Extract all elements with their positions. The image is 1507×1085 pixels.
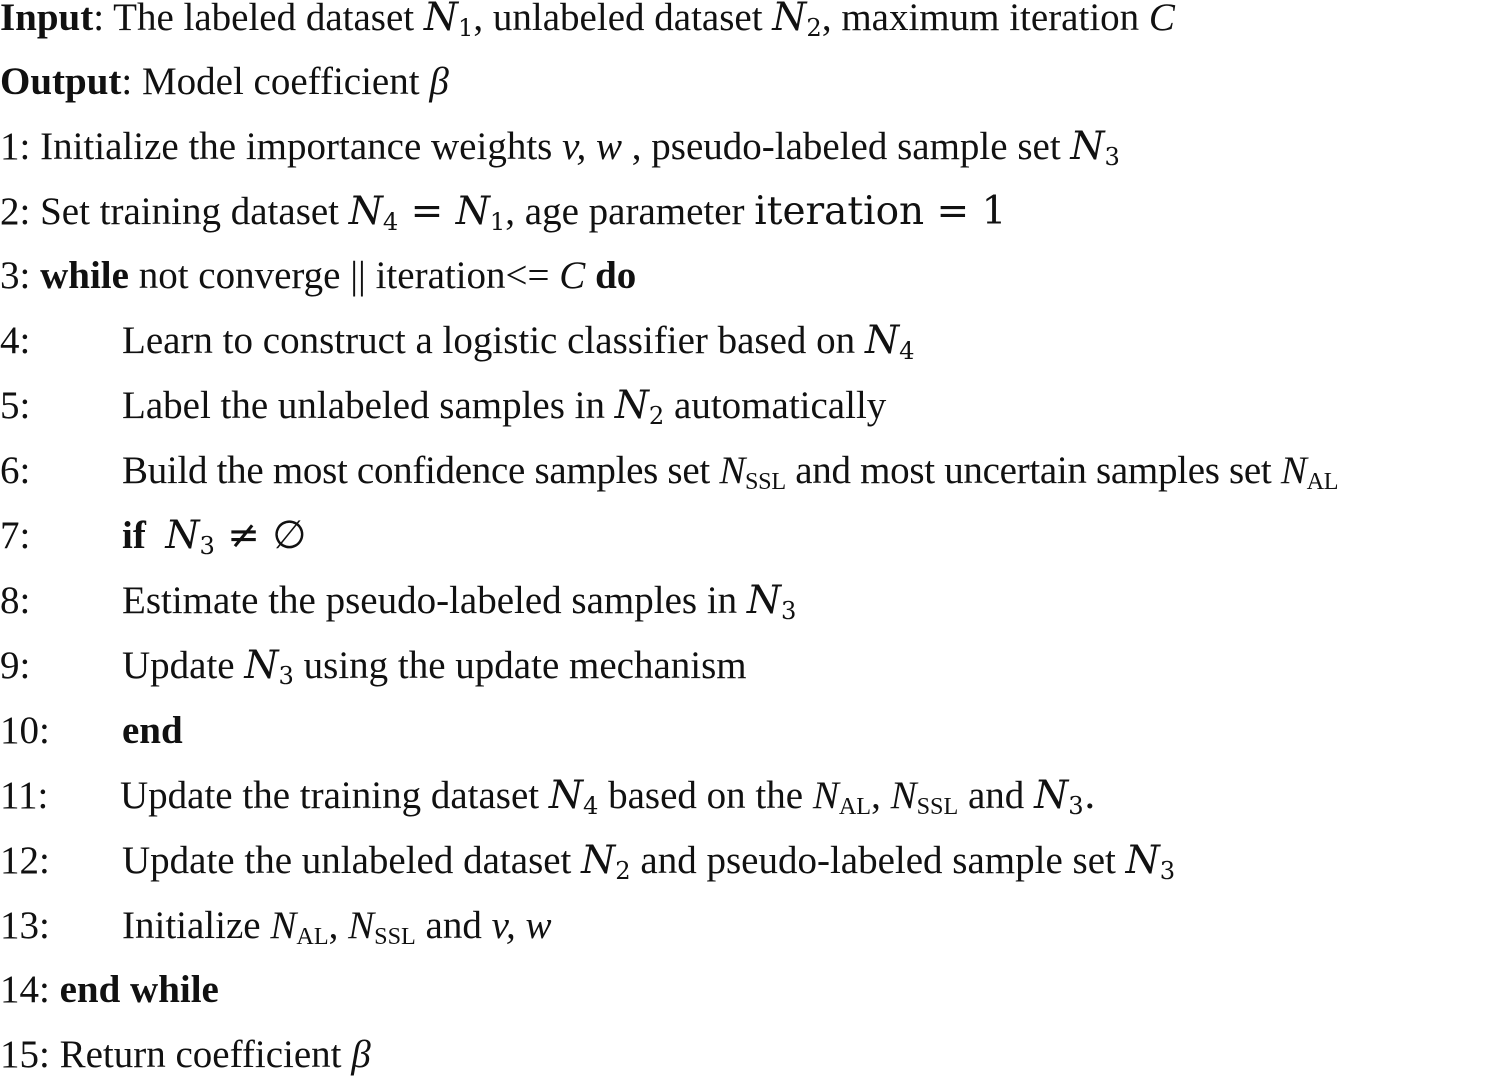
weights-vw: v, w: [491, 904, 552, 947]
step-number: 9:: [0, 644, 31, 687]
symbol-n2: $N_2$: [614, 383, 665, 431]
symbol-n3: $N_3$: [1034, 773, 1084, 821]
keyword-if: if: [122, 514, 146, 557]
symbol-n-ssl: $N_{SSL}$: [890, 774, 959, 821]
step-number: 1:: [0, 125, 31, 168]
symbol-n-ssl: $N_{SSL}$: [719, 449, 786, 496]
iteration-init: iteration = 1: [754, 189, 1007, 234]
symbol-n-ssl: $N_{SSL}$: [348, 904, 416, 951]
symbol-n3: $N_3$: [1070, 124, 1120, 172]
step-number: 13:: [0, 904, 50, 947]
symbol-n1: $N_1$: [455, 189, 506, 237]
step-number: 2:: [0, 190, 31, 233]
step-number: 12:: [0, 839, 50, 882]
input-label: Input: [0, 0, 94, 39]
step-number: 7:: [0, 514, 31, 557]
not-empty-relation: ≠ ∅: [214, 513, 307, 558]
step-number: 6:: [0, 449, 31, 492]
symbol-c: C: [559, 254, 586, 297]
step-number: 4:: [0, 319, 31, 362]
symbol-n3: $N_3$: [1125, 838, 1176, 886]
symbol-n-al: $N_{AL}$: [270, 904, 329, 951]
output-text-1: : Model coefficient: [121, 60, 430, 103]
step-number: 10:: [0, 709, 50, 752]
step-number: 5:: [0, 384, 31, 427]
keyword-end: end: [122, 709, 183, 752]
keyword-end-while: end while: [59, 968, 219, 1011]
algorithm-block: Input: The labeled dataset $N_1$, unlabeled dataset $N_2$, maximum iteration C Output: Model coefficient β 1: Initialize the importance weights v, w , pseudo-labeled sample set $N_3$ 2: Set training dataset $N_4 = N_1$, age parameter iteration = 1 3: while not converge || iteration<= C do 4: Learn to construct a logistic classifier based on $N_4$ 5: Label the unlabeled samples in $N_2$ automatically 6: Build the most confidence samples set $N_{SSL}$ and most uncertain samples set $N_{AL}$ 7: if $N_3$ ≠ ∅ 8: Estimate the pseudo-labeled samples in $N_3$ 9: Update $N_3$ using the update mechanism 10: end 11: Update the training dataset $N_4$ based on the $N_{AL}$, $N_{SSL}$ and $N_3$. 12: Update the unlabeled dataset $N_2$ and pseudo-labeled sample set $N_3$ 13: Initialize $N_{AL}$, $N_{SSL}$ and v, w 14: end while 15: Return coefficient β: [0, 0, 1507, 1077]
step-number: 8:: [0, 579, 31, 622]
symbol-n3: $N_3$: [165, 513, 215, 561]
equals-sign: =: [398, 189, 456, 234]
symbol-n3: $N_3$: [746, 578, 797, 626]
symbol-beta: β: [429, 60, 449, 103]
symbol-n-al: $N_{AL}$: [1280, 449, 1339, 496]
symbol-n3: $N_3$: [244, 643, 294, 691]
step-number: 14:: [0, 968, 50, 1011]
input-text-1: : The labeled dataset: [93, 0, 424, 39]
symbol-n2: $N_2$: [772, 0, 822, 43]
symbol-n-al: $N_{AL}$: [812, 774, 872, 821]
symbol-c: C: [1148, 0, 1175, 39]
input-text-2: , unlabeled dataset: [473, 0, 773, 39]
symbol-n1: $N_1$: [423, 0, 474, 43]
step-number: 11:: [0, 774, 49, 817]
symbol-n4: $N_4$: [348, 189, 399, 237]
symbol-n4: $N_4$: [548, 773, 599, 821]
keyword-while: while: [40, 254, 129, 297]
step-number: 3:: [0, 254, 31, 297]
symbol-n4: $N_4$: [864, 318, 915, 366]
symbol-n2: $N_2$: [581, 838, 631, 886]
step-number: 15:: [0, 1033, 50, 1076]
input-text-3: , maximum iteration: [821, 0, 1149, 39]
output-label: Output: [0, 60, 122, 103]
weights-vw: v, w: [562, 125, 623, 168]
symbol-beta: β: [351, 1033, 371, 1076]
keyword-do: do: [595, 254, 637, 297]
